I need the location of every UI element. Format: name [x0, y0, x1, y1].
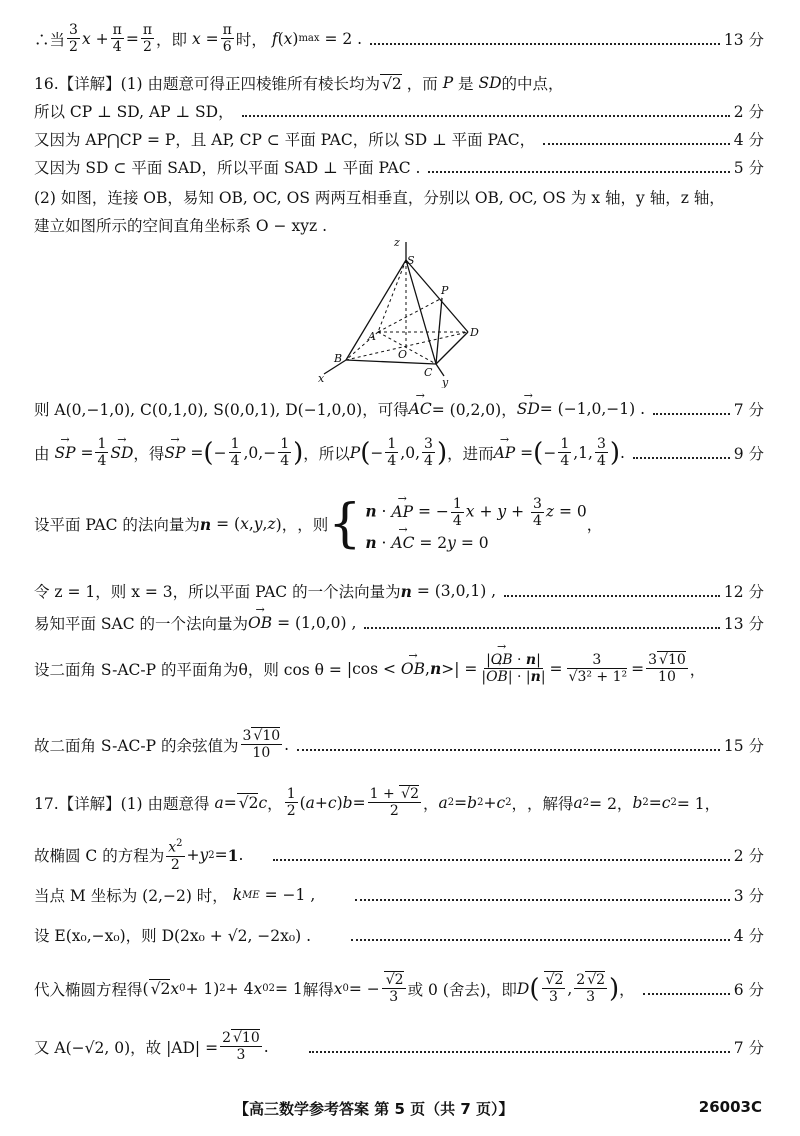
text: ，所以	[303, 444, 350, 463]
line-7	[34, 214, 764, 236]
text: 建立如图所示的空间直角坐标系 O − xyz .	[34, 217, 327, 235]
text: = (0,2,0)，	[431, 401, 517, 419]
line-13: 设二面角 S-AC-P 的平面角为θ，则 cos θ = | cos < → OB , n >| = $\frac{|\to OB \cdot n|}{|\to OB| \cdot |n|}$ = $\frac{3}{\text{√3² + 1²}}$ = $\frac{3 √10}{10}$ ，	[34, 652, 764, 685]
edge-SD	[406, 260, 468, 332]
text: 又 A(−√2, 0)，故 |AD| =	[34, 1038, 219, 1057]
line-20: 又 A(−√2, 0)，故 |AD| = $\frac{2 √10}{3}$ . 7 分	[34, 1030, 764, 1064]
score: 6 分	[733, 980, 764, 999]
y-axis-line	[436, 364, 444, 376]
score: 12 分	[723, 583, 764, 601]
text: 时，	[235, 30, 267, 49]
text: ，则	[297, 516, 329, 535]
text: = (1,0,0) ,	[277, 614, 357, 632]
text: 又因为 SD ⊂ 平面 SAD，所以平面 SAD ⊥ 平面 PAC .	[34, 159, 421, 177]
edge-BC	[346, 360, 436, 364]
line-15: 17.【详解】(1) 由题意得 a = √2 c ， $\frac{1}{2}$ ( a + c ) b = $\frac{1 + √2}{2}$ ， a 2 = b 2 + c 2 ， ，解得 a 2 = 2， b 2 = c 2 = 1，	[34, 786, 721, 820]
line-10: 设平面 PAC 的法向量为 n = ( x , y , z )， ，则 { n · → AP = − $\frac{1}{4}$ x + y + $\frac{3}{4}$ z = 0 n · → AC = 2y = 0 ，	[34, 496, 764, 552]
edge-SB	[346, 260, 406, 360]
text: 17.【详解】(1) 由题意得	[34, 794, 210, 813]
line-3	[34, 100, 764, 122]
score: 5 分	[733, 159, 764, 177]
pyramid-diagram	[306, 236, 496, 388]
text: cos <	[352, 659, 396, 678]
text: 设平面 PAC 的法向量为	[34, 516, 200, 535]
text: 当点 M 坐标为 (2,−2) 时，	[34, 887, 228, 905]
line-18	[34, 924, 764, 946]
line-14: 故二面角 S-AC-P 的余弦值为 $\frac{3 √10}{10}$ . 15 分	[34, 728, 764, 762]
score: 13 分	[723, 30, 764, 49]
text: ，而	[406, 75, 438, 93]
text: ，得	[133, 444, 165, 463]
text: 代入椭圆方程得	[34, 980, 143, 999]
label-z: z	[394, 236, 400, 249]
text: ，进而	[447, 444, 494, 463]
line-19: 代入椭圆方程得 ( √2 x 0 + 1) 2 + 4 x 0 2 = 1 解得 x 0 = − $\frac{√2}{3}$ 或 0 (舍去)，即 D ( $\frac{√2}{3}$ , $\frac{2 √2}{3}$ ) ， 6 分	[34, 972, 764, 1006]
text: ，解得	[527, 794, 574, 813]
line-9: 由 → SP = $\frac{1}{4}$ → SD ，得 → SP = ( − $\frac{1}{4}$ ,0,− $\frac{1}{4}$ ) ，所以 P ( − $\frac{1}{4}$ ,0, $\frac{3}{4}$ ) ，进而 → AP = ( − $\frac{1}{4}$ ,1, $\frac{3}{4}$ ) . 9 分	[34, 436, 764, 469]
label-O: O	[398, 348, 408, 361]
text: (2) 如图，连接 OB，易知 OB, OC, OS 两两互相垂直，分别以 OB, OC, OS 为 x 轴，y 轴，z 轴，	[34, 189, 725, 207]
line-11: 令 z = 1，则 x = 3，所以平面 PAC 的一个法向量为 n = (3,0,1) , 12 分	[34, 581, 764, 601]
score: 13 分	[723, 615, 764, 633]
line-16: 故椭圆 C 的方程为 $\frac{x^2}{2}$ + y 2 = 1 . 2 分	[34, 838, 764, 873]
text: 或 0 (舍去)，即	[407, 980, 517, 999]
edge-AP	[378, 298, 442, 332]
label-B: B	[334, 352, 343, 365]
score: 4 分	[733, 927, 764, 945]
line-5	[34, 156, 764, 178]
label-P: P	[441, 284, 449, 297]
text: 由	[34, 444, 50, 463]
score: 4 分	[733, 131, 764, 149]
text: = (3,0,1) ,	[416, 582, 497, 600]
score: 2 分	[733, 103, 764, 121]
text: 令 z = 1，则 x = 3，所以平面 PAC 的一个法向量为	[34, 583, 401, 601]
label-A: A	[368, 330, 376, 343]
document-code: 26003C	[698, 1098, 762, 1116]
text: = −1 ,	[264, 886, 316, 904]
score: 9 分	[733, 444, 764, 463]
label-y: y	[442, 376, 449, 388]
score: 15 分	[723, 736, 764, 755]
text: ∴当	[34, 30, 66, 49]
edge-CD	[436, 332, 468, 364]
line-2: 16.【详解】(1) 由题意可得正四棱锥所有棱长均为 √2 ，而 P 是 SD 的中点，	[34, 74, 564, 93]
line-12: 易知平面 SAC 的一个法向量为 → OB = (1,0,0) , 13 分	[34, 612, 764, 634]
text: 故二面角 S-AC-P 的余弦值为	[34, 736, 239, 755]
line-4	[34, 128, 764, 150]
text: 解得	[302, 980, 334, 999]
text: 所以 CP ⊥ SD, AP ⊥ SD，	[34, 103, 234, 121]
score: 7 分	[733, 1038, 764, 1057]
score: 3 分	[733, 887, 764, 905]
line-1: ∴当 $\frac{3}{2}$ x + $\frac{\pi}{4}$ = $\frac{\pi}{2}$ ， 即 x = $\frac{\pi}{6}$ 时， f ( x ) max = 2 . 13 分	[34, 22, 764, 56]
edge-SC	[406, 260, 436, 364]
line-6	[34, 186, 764, 208]
text: 则 A(0,−1,0), C(0,1,0), S(0,0,1), D(−1,0,0)，可得	[34, 401, 409, 419]
score: 7 分	[733, 401, 764, 419]
text: 易知平面 SAC 的一个法向量为	[34, 615, 249, 633]
page-footer: 【高三数学参考答案 第 5 页（共 7 页）】	[234, 1100, 514, 1118]
line-8: 则 A(0,−1,0), C(0,1,0), S(0,0,1), D(−1,0,0)，可得 → AC = (0,2,0)， → SD = (−1,0,−1) . 7 分	[34, 398, 764, 420]
text: 又因为 AP⋂CP = P，且 AP, CP ⊂ 平面 PAC，所以 SD ⊥ 平面 PAC，	[34, 131, 536, 149]
line-17: 当点 M 坐标为 (2,−2) 时， k ME = −1 , 3 分	[34, 886, 764, 905]
text: 即	[171, 30, 188, 49]
text: = (−1,0,−1) .	[539, 400, 646, 418]
label-C: C	[424, 366, 433, 379]
text: 设 E(x₀,−x₀)，则 D(2x₀ + √2, −2x₀) .	[34, 927, 312, 945]
text: 16.【详解】(1) 由题意可得正四棱锥所有棱长均为	[34, 75, 381, 93]
label-D: D	[470, 326, 479, 339]
text: 故椭圆 C 的方程为	[34, 847, 165, 866]
text: 设二面角 S-AC-P 的平面角为θ，则 cos θ =	[34, 660, 342, 679]
edge-SA	[378, 260, 406, 332]
edge-CP	[436, 298, 442, 364]
label-x: x	[318, 372, 325, 385]
score: 2 分	[733, 847, 764, 866]
text: 的中点，	[501, 75, 564, 93]
label-S: S	[407, 254, 415, 267]
